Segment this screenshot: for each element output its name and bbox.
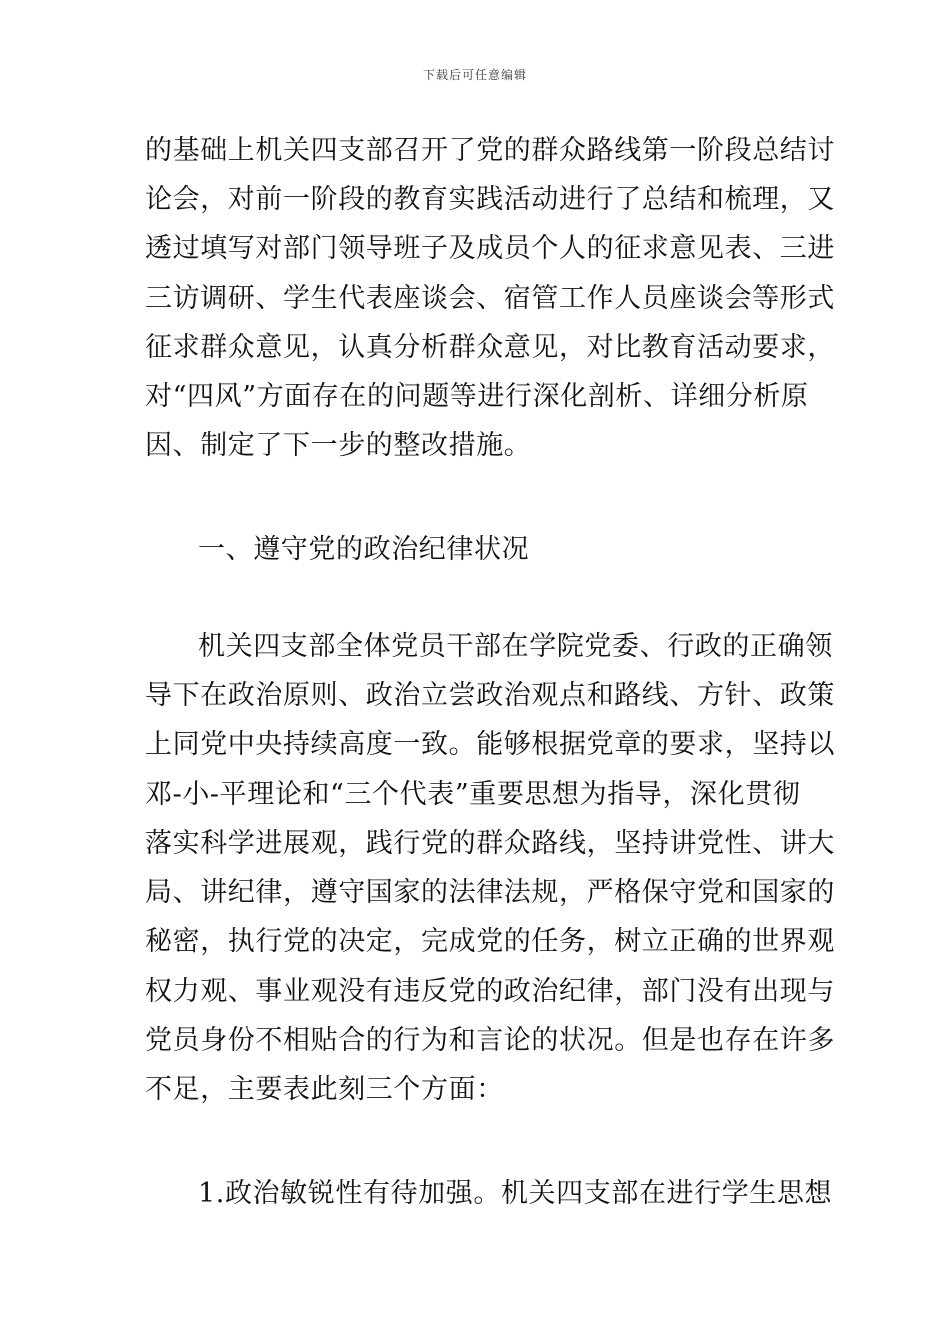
paragraph-1-line-5: 征求群众意见，认真分析群众意见，对比教育活动要求， bbox=[145, 332, 835, 363]
paragraph-3-line-2: 导下在政治原则、政治立尝政治观点和路线、方针、政策 bbox=[145, 680, 835, 711]
paragraph-1-line-1: 的基础上机关四支部召开了党的群众路线第一阶段总结讨 bbox=[145, 135, 835, 166]
paragraph-3-line-1: 机关四支部全体党员干部在学院党委、行政的正确领 bbox=[198, 631, 833, 662]
paragraph-3-line-7: 秘密，执行党的决定，完成党的任务，树立正确的世界观 bbox=[145, 926, 835, 957]
section-heading: 一、遵守党的政治纪律状况 bbox=[198, 534, 530, 565]
paragraph-1-line-6: 对“四风”方面存在的问题等进行深化剖析、详细分析原 bbox=[145, 381, 809, 412]
paragraph-3-line-10: 不足，主要表此刻三个方面： bbox=[145, 1074, 504, 1105]
paragraph-3-line-4: 邓-小-平理论和“三个代表”重要思想为指导，深化贯彻 bbox=[145, 779, 801, 810]
paragraph-1-line-7: 因、制定了下一步的整改措施。 bbox=[145, 430, 532, 461]
paragraph-1-line-3: 透过填写对部门领导班子及成员个人的征求意见表、三进 bbox=[145, 233, 835, 264]
page-header-note: 下载后可任意编辑 bbox=[422, 68, 527, 82]
paragraph-1-line-2: 论会，对前一阶段的教育实践活动进行了总结和梳理，又 bbox=[145, 184, 835, 215]
paragraph-3-line-8: 权力观、事业观没有违反党的政治纪律，部门没有出现与 bbox=[145, 976, 835, 1007]
paragraph-4-line-1: 1.政治敏锐性有待加强。机关四支部在进行学生思想 bbox=[198, 1178, 833, 1209]
paragraph-3-line-9: 党员身份不相贴合的行为和言论的状况。但是也存在许多 bbox=[145, 1025, 835, 1056]
paragraph-3-line-3: 上同党中央持续高度一致。能够根据党章的要求，坚持以 bbox=[145, 729, 835, 760]
paragraph-3-line-5: 落实科学进展观，践行党的群众路线，坚持讲党性、讲大 bbox=[145, 828, 835, 859]
paragraph-1-line-4: 三访调研、学生代表座谈会、宿管工作人员座谈会等形式 bbox=[145, 283, 835, 314]
paragraph-3-line-6: 局、讲纪律，遵守国家的法律法规，严格保守党和国家的 bbox=[145, 877, 835, 908]
